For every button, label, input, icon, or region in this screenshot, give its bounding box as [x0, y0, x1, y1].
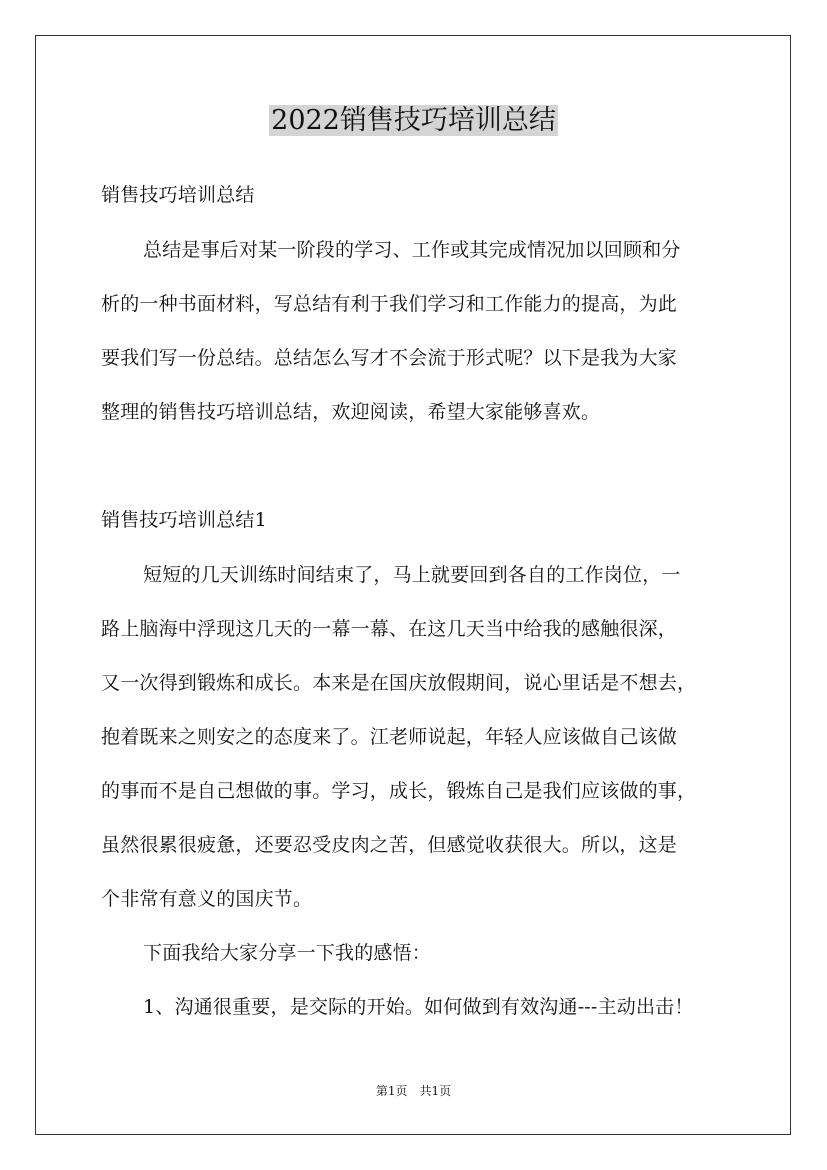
section-heading: 销售技巧培训总结	[101, 184, 255, 206]
document-title-text: 2022销售技巧培训总结	[271, 105, 556, 136]
body-line-2: 路上脑海中浮现这几天的一幕一幕、在这几天当中给我的感触很深，	[101, 618, 678, 640]
share-line: 下面我给大家分享一下我的感悟：	[143, 942, 432, 964]
body-line-3: 又一次得到锻炼和成长。本来是在国庆放假期间，说心里话是不想去，	[101, 672, 697, 694]
subsection-heading: 销售技巧培训总结1	[101, 509, 267, 531]
body-line-1: 短短的几天训练时间结束了，马上就要回到各自的工作岗位，一	[143, 564, 681, 586]
body-line-6: 虽然很累很疲惫，还要忍受皮肉之苦，但感觉收获很大。所以，这是	[101, 834, 678, 856]
intro-line-1: 总结是事后对某一阶段的学习、工作或其完成情况加以回顾和分	[143, 239, 681, 261]
point-1-line: 1、沟通很重要，是交际的开始。如何做到有效沟通---主动出击！	[143, 996, 694, 1018]
body-line-4: 抱着既来之则安之的态度来了。江老师说起，年轻人应该做自己该做	[101, 726, 678, 748]
page-footer: 第1页 共1页	[375, 1084, 452, 1098]
document-title	[0, 100, 827, 142]
intro-line-4: 整理的销售技巧培训总结，欢迎阅读，希望大家能够喜欢。	[101, 401, 601, 423]
intro-line-2: 析的一种书面材料，写总结有利于我们学习和工作能力的提高，为此	[101, 293, 678, 315]
intro-line-3: 要我们写一份总结。总结怎么写才不会流于形式呢？以下是我为大家	[101, 347, 678, 369]
body-line-5: 的事而不是自己想做的事。学习，成长，锻炼自己是我们应该做的事，	[101, 780, 697, 802]
body-line-7: 个非常有意义的国庆节。	[101, 888, 313, 910]
